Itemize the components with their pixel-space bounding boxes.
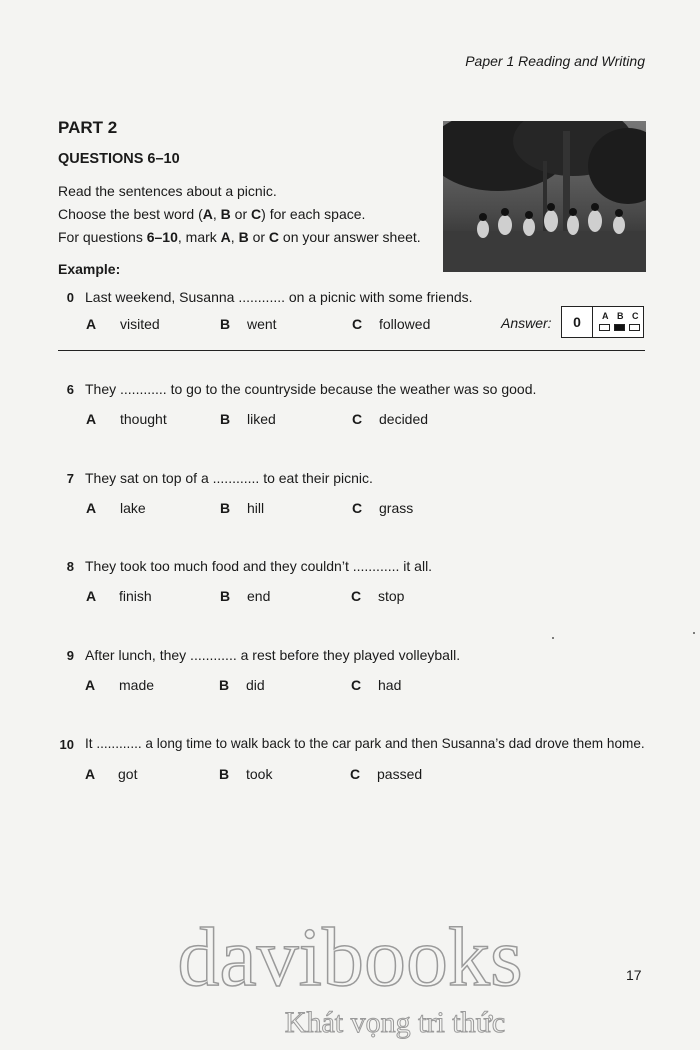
part-title: PART 2 [58, 118, 118, 137]
option-letter: C [352, 500, 363, 516]
instruction-3: For questions 6–10, mark A, B or C on your answer sheet. [58, 229, 421, 245]
option-text: had [378, 677, 402, 693]
option-text: got [118, 766, 138, 782]
option-letter: A [86, 588, 97, 604]
instruction-1: Read the sentences about a picnic. [58, 183, 277, 199]
option-letter: C [351, 588, 362, 604]
stray-mark [552, 637, 554, 639]
watermark-logo [150, 910, 550, 1045]
option-letter: C [350, 766, 361, 782]
option-text: liked [247, 411, 276, 427]
question-stem: They took too much food and they couldn’t ............ it all. [85, 558, 433, 574]
option-text: grass [379, 500, 414, 516]
option-letter: C [352, 316, 363, 332]
option-letter: B [220, 316, 231, 332]
question-number: 9 [66, 648, 74, 663]
questions-title: QUESTIONS 6–10 [58, 151, 180, 167]
option-text: decided [379, 411, 429, 427]
running-head: Paper 1 Reading and Writing [465, 53, 645, 69]
option-letter: B [220, 588, 231, 604]
option-text: thought [120, 411, 167, 427]
option-letter: B [219, 766, 230, 782]
answer-label: Answer: [501, 315, 552, 331]
answer-option-box [629, 324, 640, 331]
question-stem: They sat on top of a ............ to eat their picnic. [85, 470, 373, 486]
option-letter: A [86, 316, 97, 332]
answer-option-box-marked [614, 324, 625, 331]
answer-sheet-letter: A [602, 311, 609, 321]
option-letter: C [352, 411, 363, 427]
picnic-photo [443, 121, 646, 272]
question-number: 0 [66, 290, 74, 305]
option-letter: A [85, 766, 96, 782]
question-stem: After lunch, they ............ a rest before they played volleyball. [85, 647, 461, 663]
answer-sheet-letter: B [617, 311, 624, 321]
option-letter: B [219, 677, 230, 693]
option-text: lake [120, 500, 146, 516]
option-text: end [247, 588, 271, 604]
option-text: finish [119, 588, 152, 604]
divider [58, 350, 645, 351]
watermark-brand: davibooks [177, 911, 523, 1004]
option-letter: A [86, 500, 97, 516]
option-text: hill [247, 500, 265, 516]
option-text: followed [379, 316, 431, 332]
question-number: 6 [66, 382, 74, 397]
option-text: visited [120, 316, 160, 332]
answer-sheet-box [561, 306, 644, 338]
option-text: went [247, 316, 277, 332]
example-label: Example: [58, 261, 121, 277]
question-number: 7 [66, 471, 74, 486]
watermark-tagline: Khát vọng tri thức [284, 1006, 506, 1039]
option-letter: B [220, 411, 231, 427]
option-text: did [246, 677, 265, 693]
option-text: made [119, 677, 155, 693]
stray-mark [693, 632, 695, 634]
question-stem: It ............ a long time to walk back to the car park and then Susanna’s dad drove them home. [85, 736, 645, 751]
question-stem: They ............ to go to the countryside because the weather was so good. [85, 381, 537, 397]
answer-sheet-letter: C [632, 311, 639, 321]
option-letter: A [85, 677, 96, 693]
option-text: passed [377, 766, 423, 782]
option-letter: C [351, 677, 362, 693]
question-number: 10 [59, 737, 74, 752]
answer-sheet-number: 0 [562, 307, 593, 337]
question-stem: Last weekend, Susanna ............ on a picnic with some friends. [85, 289, 473, 305]
option-letter: A [86, 411, 97, 427]
option-text: stop [378, 588, 405, 604]
answer-option-box [599, 324, 610, 331]
question-number: 8 [66, 559, 74, 574]
page-number: 17 [626, 967, 642, 983]
option-letter: B [220, 500, 231, 516]
instruction-2: Choose the best word (A, B or C) for each space. [58, 206, 366, 222]
option-text: took [246, 766, 273, 782]
